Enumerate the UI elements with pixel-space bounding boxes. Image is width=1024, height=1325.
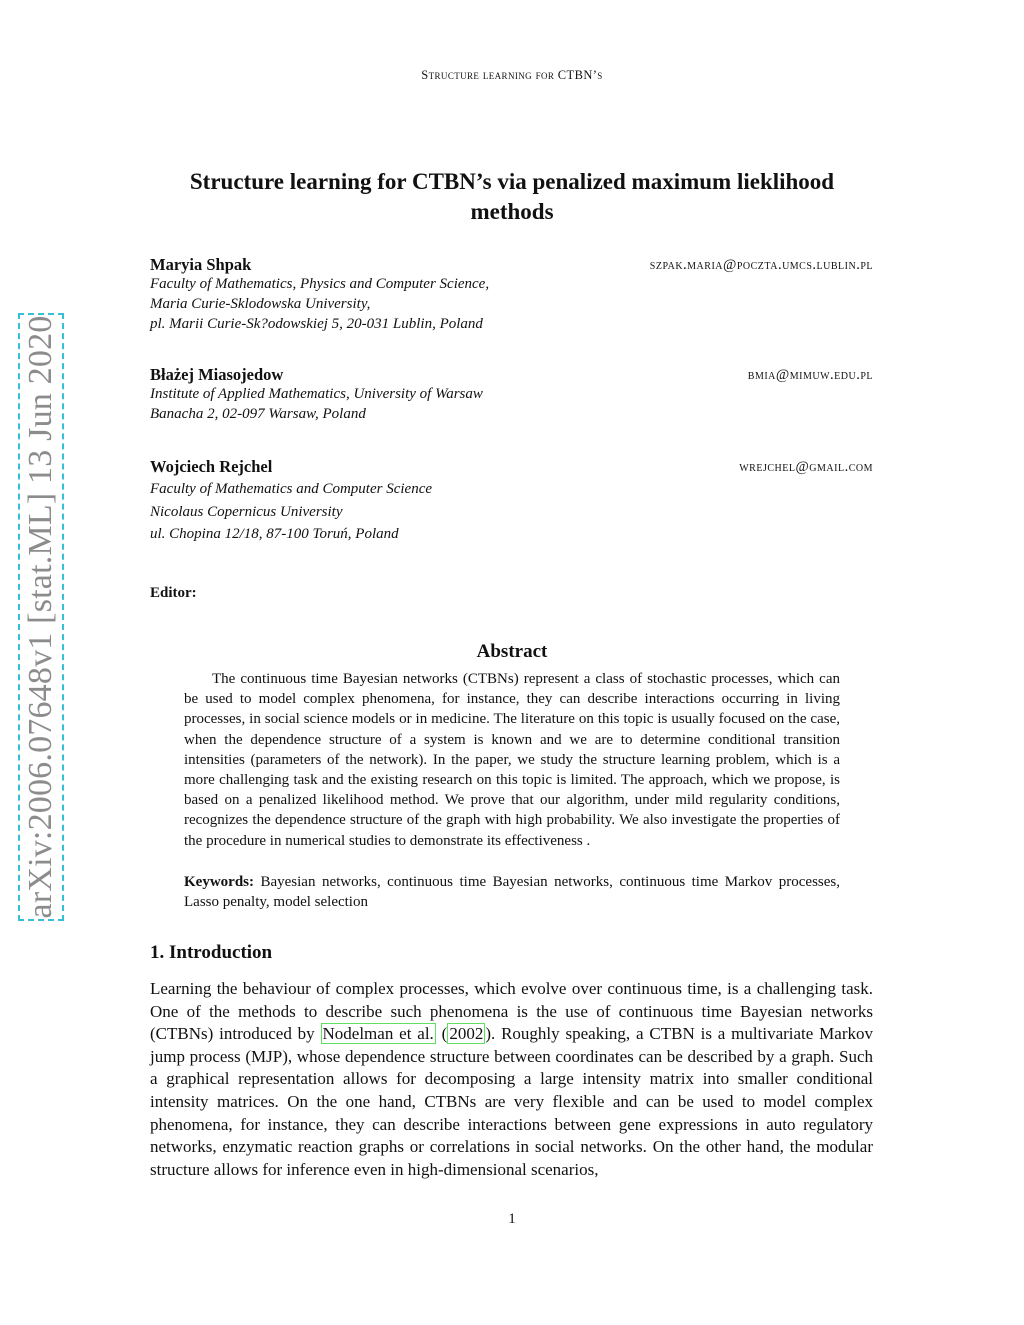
citation-link-author[interactable]: Nodelman et al. [322, 1024, 434, 1044]
section-heading-introduction: 1. Introduction [150, 942, 273, 963]
citation-link-year[interactable]: 2002 [449, 1024, 484, 1044]
keywords-label: Keywords: [184, 874, 254, 890]
author-name-3: Wojciech Rejchel [150, 457, 273, 476]
editor-label: Editor: [150, 585, 197, 601]
author-name-1: Maryia Shpak [150, 255, 252, 274]
author-affiliation-3-line-1: Faculty of Mathematics and Computer Science [150, 481, 433, 497]
keywords-text: Bayesian networks, continuous time Bayesian networks, continuous time Markov processes, Lasso penalty, model selection [184, 874, 840, 911]
author-affiliation-1-line-2: Maria Curie-Sklodowska University, [150, 296, 371, 312]
intro-text-after-citation: Roughly speaking, a CTBN is a multivariate Markov jump process (MJP), whose dependence structure between coordinates can be described by a graph. Such a graphical representation allows for decomposing a large intensity matrix into smaller conditional intensity matrices. On the one hand, CTBNs are very flexible and can be used to model complex phenomena, for instance, they can describe interactions between gene expressions in auto regulatory networks, enzymatic reaction graphs or correlations in social networks. On the other hand, the modular structure allows for inference even in high-dimensional scenarios, [150, 1024, 873, 1179]
author-affiliation-1-line-3: pl. Marii Curie-Sk?odowskiej 5, 20-031 Lublin, Poland [150, 316, 483, 332]
keywords-paragraph [184, 872, 840, 912]
running-head: Structure learning for CTBN’s [421, 68, 603, 82]
author-email-2[interactable]: bmia@mimuw.edu.pl [747, 367, 873, 383]
arxiv-identifier-text: arXiv:2006.07648v1 [stat.ML] 13 Jun 2020 [22, 315, 59, 919]
author-name-2: Błażej Miasojedow [150, 365, 284, 384]
author-affiliation-2-line-1: Institute of Applied Mathematics, University of Warsaw [150, 386, 483, 402]
paper-title: Structure learning for CTBN’s via penalized maximum lieklihood methods [189, 169, 835, 224]
abstract-heading: Abstract [476, 641, 548, 662]
introduction-paragraph: Learning the behaviour of complex processes, which evolve over continuous time, is a challenging task. One of the methods to describe such phenomena is the use of continuous time Bayesian networks (CTBNs) introduced by Nodelman et al. ( 2002 ). Roughly speaking, a CTBN is a multivariate Markov jump process (MJP), whose dependence structure between coordinates can be described by a graph. Such a graphical representation allows for decomposing a large intensity matrix into smaller conditional intensity matrices. On the one hand, CTBNs are very flexible and can be used to model complex phenomena, for instance, they can describe interactions between gene expressions in auto regulatory networks, enzymatic reaction graphs or correlations in social networks. On the other hand, the modular structure allows for inference even in high-dimensional scenarios, [150, 979, 873, 1179]
page-number: 1 [508, 1211, 516, 1227]
abstract-text: The continuous time Bayesian networks (CTBNs) represent a class of stochastic processes, which can be used to model complex phenomena, for instance, they can describe interactions occurring in living processes, in social science models or in medicine. The literature on this topic is usually focused on the case, when the dependence structure of a system is known and we are to determine conditional transition intensities (parameters of the network). In the paper, we study the structure learning problem, which is a more challenging task and the existing research on this topic is limited. The approach, which we propose, is based on a penalized likelihood method. We prove that our algorithm, under mild regularity conditions, recognizes the dependence structure of the graph with high probability. We also investigate the properties of the procedure in numerical studies to demonstrate its effectiveness . [184, 671, 840, 849]
author-affiliation-1-line-1: Faculty of Mathematics, Physics and Computer Science, [150, 276, 490, 292]
intro-text-before-citation: Learning the behaviour of complex processes, which evolve over continuous time, is a challenging task. One of the methods to describe such phenomena is the use of continuous time Bayesian networks (CTBNs) introduced by [150, 979, 873, 1044]
arxiv-identifier-stamp[interactable] [18, 313, 64, 921]
author-email-3[interactable]: wrejchel@gmail.com [739, 459, 873, 475]
author-affiliation-2-line-2: Banacha 2, 02-097 Warsaw, Poland [150, 406, 366, 422]
author-email-1[interactable]: szpak.maria@poczta.umcs.lublin.pl [649, 257, 873, 273]
author-affiliation-3-line-2: Nicolaus Copernicus University [150, 504, 343, 520]
author-affiliation-3-line-3: ul. Chopina 12/18, 87-100 Toruń, Poland [150, 526, 399, 542]
